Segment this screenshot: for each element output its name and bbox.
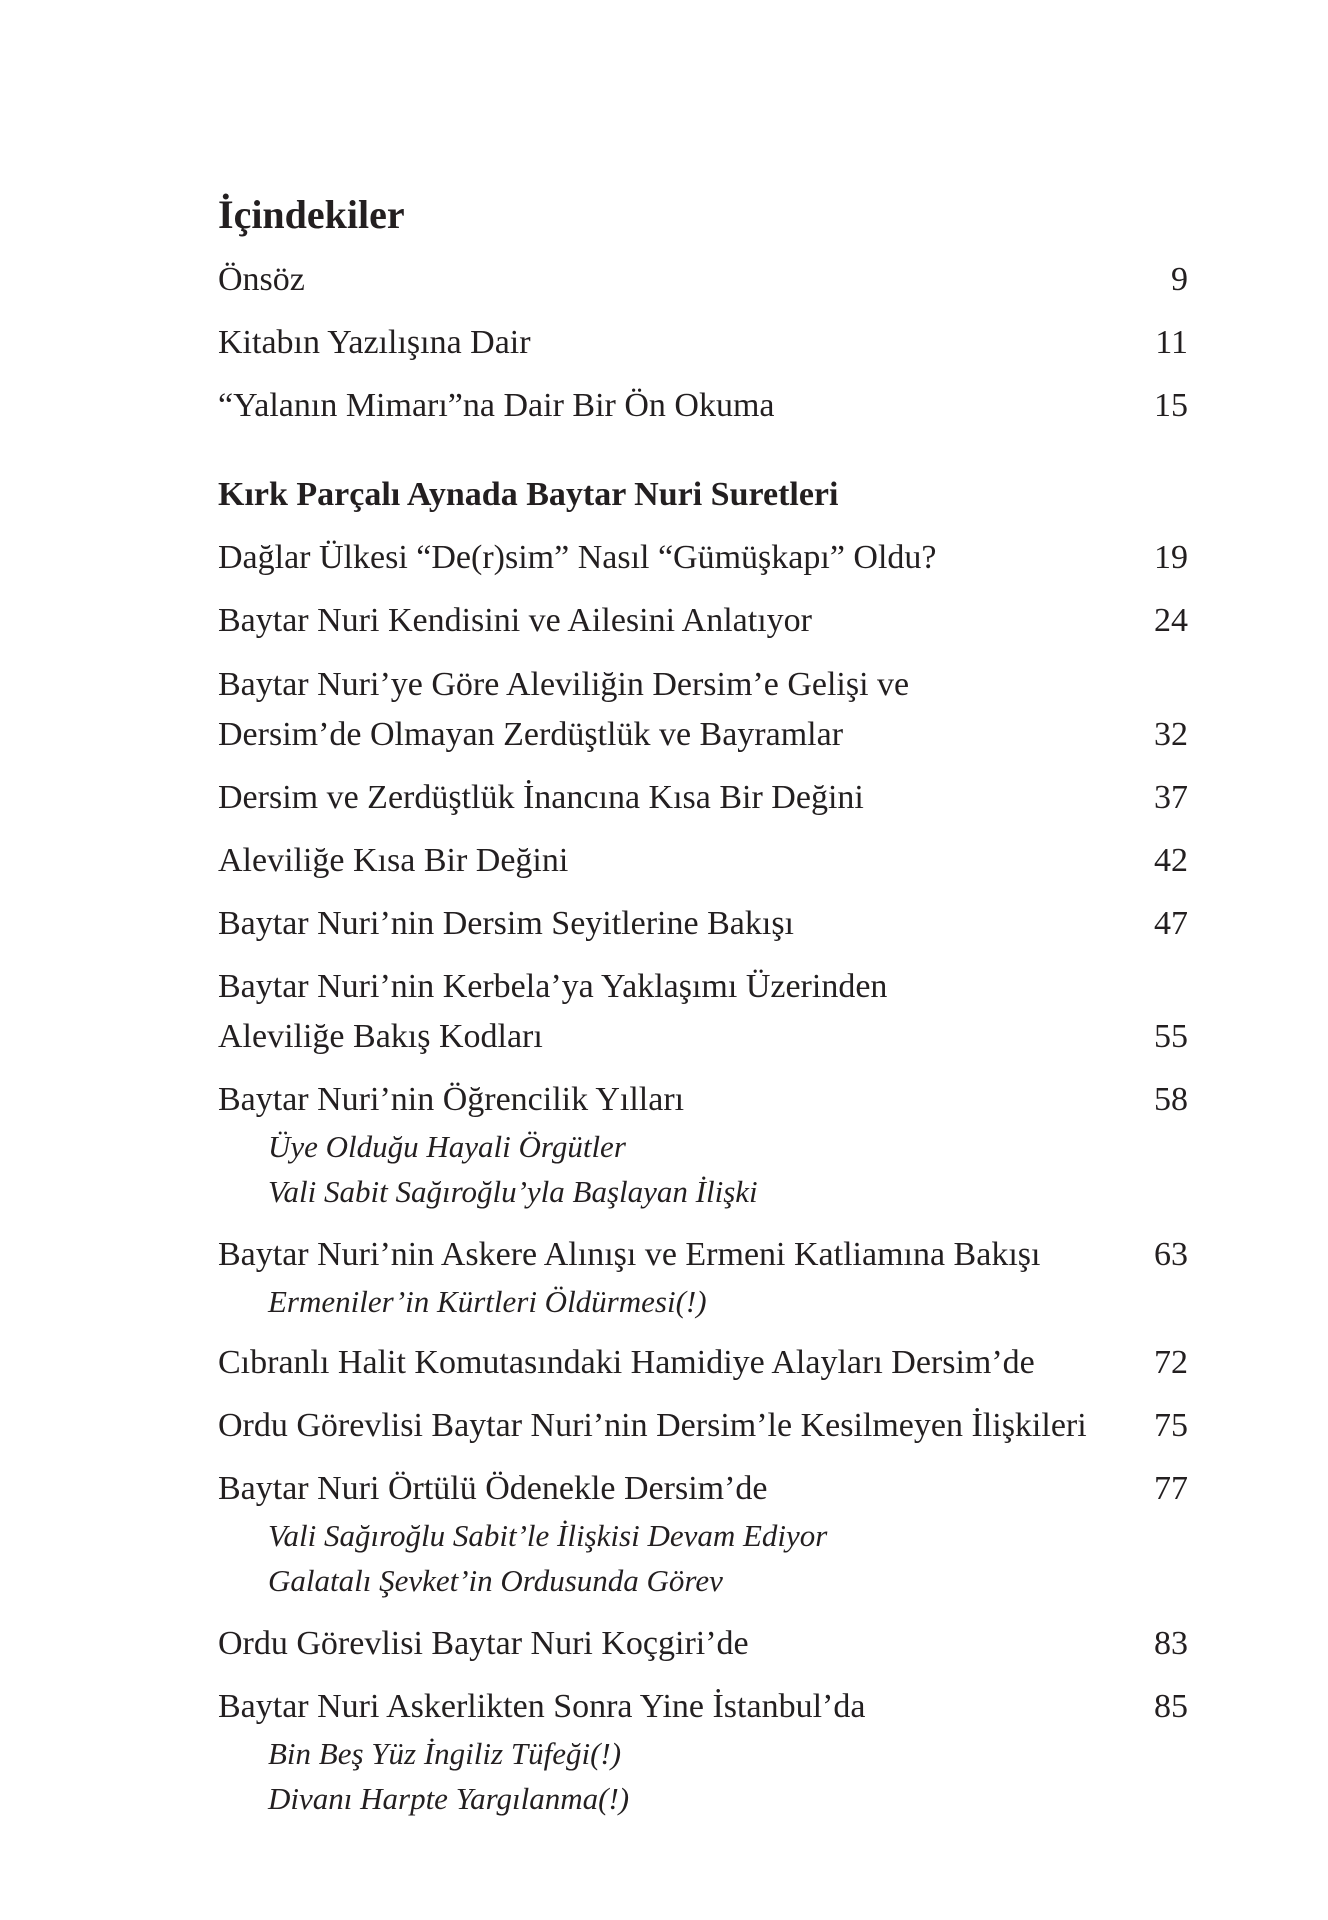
toc-entry-page: 37 xyxy=(1154,779,1188,816)
toc-entry-title: Ordu Görevlisi Baytar Nuri Koçgiri’de xyxy=(218,1625,749,1662)
toc-entry-title: Cıbranlı Halit Komutasındaki Hamidiye Alayları Dersim’de xyxy=(218,1344,1035,1381)
toc-entry-page: 9 xyxy=(1171,261,1188,298)
toc-entry-page: 75 xyxy=(1154,1407,1188,1444)
toc-entry-page: 85 xyxy=(1154,1688,1188,1725)
toc-entry-title: Önsöz xyxy=(218,261,305,298)
section-heading: Kırk Parçalı Aynada Baytar Nuri Suretleri xyxy=(218,476,839,513)
toc-entry-title: Baytar Nuri Askerlikten Sonra Yine İstanbul’da xyxy=(218,1688,866,1725)
toc-entry-title-line2: Dersim’de Olmayan Zerdüştlük ve Bayramlar xyxy=(218,716,844,753)
toc-subentry: Galatalı Şevket’in Ordusunda Görev xyxy=(268,1563,723,1598)
toc-entry-title: Kitabın Yazılışına Dair xyxy=(218,324,531,361)
toc-entry-page: 55 xyxy=(1154,1018,1188,1055)
toc-entry-title: Baytar Nuri’nin Öğrencilik Yılları xyxy=(218,1081,685,1118)
toc-entry-title-line1: Baytar Nuri’ye Göre Aleviliğin Dersim’e Gelişi ve xyxy=(218,666,910,703)
toc-entry-page: 11 xyxy=(1155,324,1188,361)
toc-entry-title: Baytar Nuri Kendisini ve Ailesini Anlatıyor xyxy=(218,602,812,639)
toc-entry-title: “Yalanın Mimarı”na Dair Bir Ön Okuma xyxy=(218,387,775,424)
toc-subentry: Ermeniler’in Kürtleri Öldürmesi(!) xyxy=(268,1284,707,1319)
toc-entry-title: Baytar Nuri Örtülü Ödenekle Dersim’de xyxy=(218,1470,768,1507)
toc-subentry: Vali Sağıroğlu Sabit’le İlişkisi Devam Ediyor xyxy=(268,1518,828,1553)
toc-entry-page: 47 xyxy=(1154,905,1188,942)
toc-title: İçindekiler xyxy=(218,192,405,237)
toc-entry-title: Ordu Görevlisi Baytar Nuri’nin Dersim’le Kesilmeyen İlişkileri xyxy=(218,1407,1087,1444)
toc-entry-title: Baytar Nuri’nin Askere Alınışı ve Ermeni Katliamına Bakışı xyxy=(218,1236,1041,1273)
toc-entry-page: 32 xyxy=(1154,716,1188,753)
toc-subentry: Üye Olduğu Hayali Örgütler xyxy=(268,1129,626,1164)
toc-entry-title-line2: Aleviliğe Bakış Kodları xyxy=(218,1018,543,1055)
toc-entry-title: Baytar Nuri’nin Dersim Seyitlerine Bakışı xyxy=(218,905,794,942)
toc-entry-title: Dağlar Ülkesi “De(r)sim” Nasıl “Gümüşkapı” Oldu? xyxy=(218,539,937,576)
toc-entry-title: Dersim ve Zerdüştlük İnancına Kısa Bir Değini xyxy=(218,779,864,816)
toc-entry-page: 42 xyxy=(1154,842,1188,879)
toc-subentry: Bin Beş Yüz İngiliz Tüfeği(!) xyxy=(268,1736,622,1771)
toc-entry-page: 72 xyxy=(1154,1344,1188,1381)
toc-subentry: Vali Sabit Sağıroğlu’yla Başlayan İlişki xyxy=(268,1174,758,1209)
toc-entry-title: Aleviliğe Kısa Bir Değini xyxy=(218,842,569,879)
toc-entry-page: 63 xyxy=(1154,1236,1188,1273)
toc-entry-page: 19 xyxy=(1154,539,1188,576)
toc-subentry: Divanı Harpte Yargılanma(!) xyxy=(268,1781,630,1816)
toc-entry-page: 15 xyxy=(1154,387,1188,424)
toc-entry-page: 77 xyxy=(1154,1470,1188,1507)
toc-entry-page: 24 xyxy=(1154,602,1188,639)
toc-entry-page: 83 xyxy=(1154,1625,1188,1662)
toc-entry-title-line1: Baytar Nuri’nin Kerbela’ya Yaklaşımı Üzerinden xyxy=(218,968,888,1005)
toc-entry-page: 58 xyxy=(1154,1081,1188,1118)
